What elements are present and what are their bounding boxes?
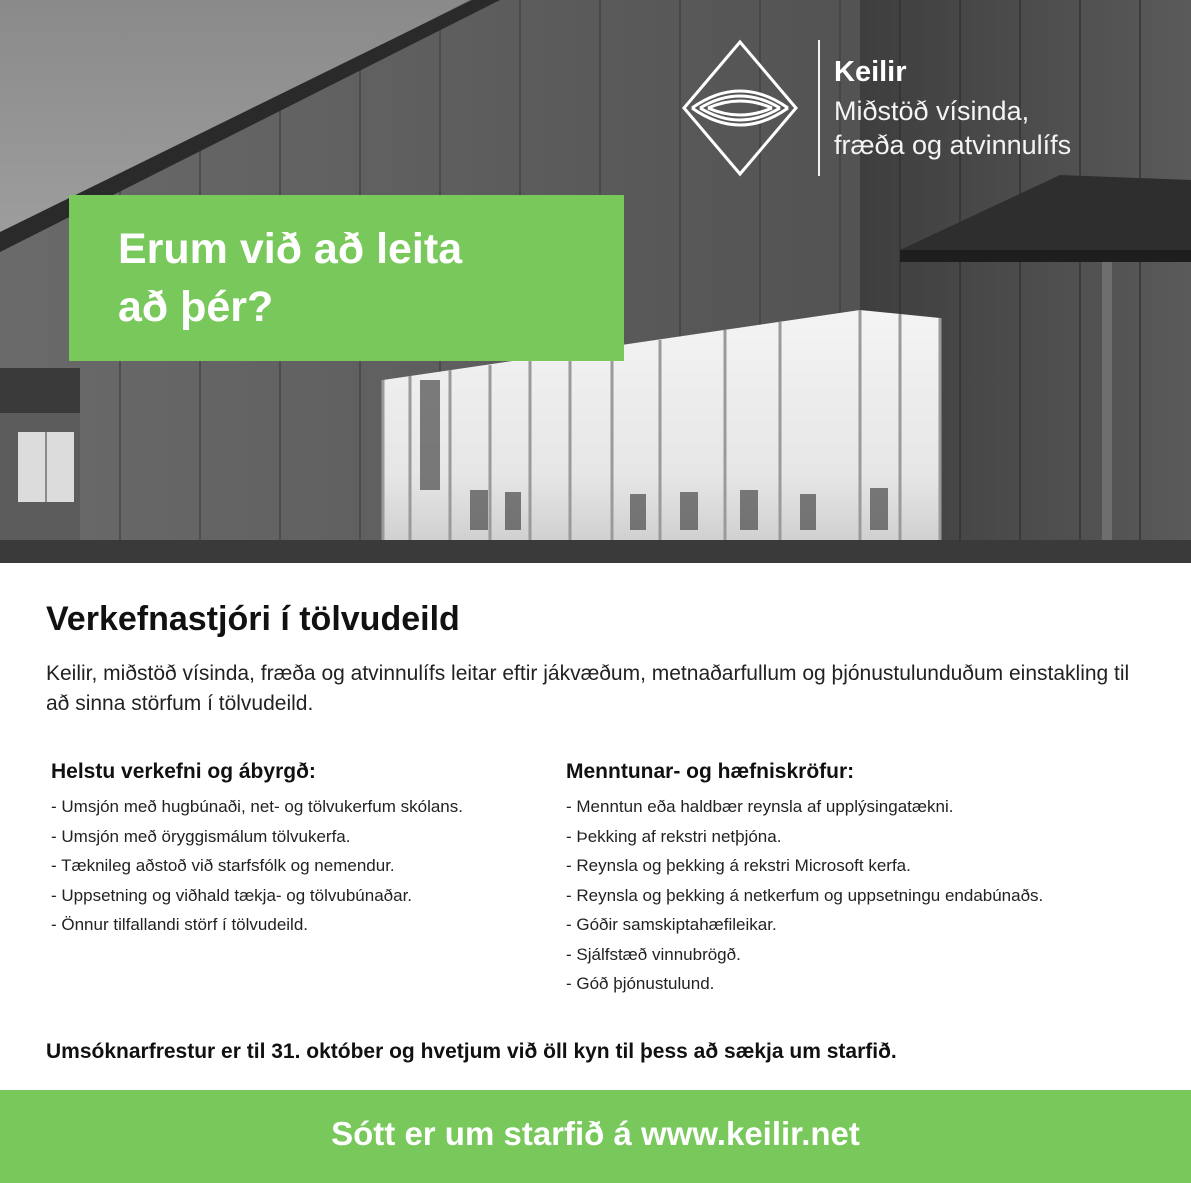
list-item: - Reynsla og þekking á rekstri Microsoft kerfa. <box>566 856 911 875</box>
list-item: - Menntun eða haldbær reynsla af upplýsingatækni. <box>566 797 954 816</box>
duties-list <box>51 792 556 940</box>
headline-line2: að þér? <box>118 283 274 331</box>
hero-banner <box>0 0 1191 563</box>
list-item: - Umsjón með hugbúnaði, net- og tölvukerfum skólans. <box>51 797 463 816</box>
logo-tagline <box>834 94 1071 162</box>
logo-name: Keilir <box>834 56 907 88</box>
logo-divider <box>818 40 820 176</box>
duties-section <box>51 760 556 940</box>
list-item: - Tæknileg aðstoð við starfsfólk og nemendur. <box>51 856 395 875</box>
requirements-section <box>566 760 1166 999</box>
list-item: - Þekking af rekstri netþjóna. <box>566 826 782 846</box>
footer-band <box>0 1090 1191 1183</box>
keilir-diamond-icon <box>680 38 800 178</box>
deadline-text: Umsóknarfrestur er til 31. október og hvetjum við öll kyn til þess að sækja um starfið. <box>46 1040 897 1063</box>
requirements-list <box>566 792 1166 999</box>
job-title: Verkefnastjóri í tölvudeild <box>46 600 460 638</box>
list-item: - Umsjón með öryggismálum tölvukerfa. <box>51 826 351 846</box>
logo-tagline-line2: fræða og atvinnulífs <box>834 130 1072 160</box>
headline-line1: Erum við að leita <box>118 225 463 273</box>
apply-cta: Sótt er um starfið á www.keilir.net <box>331 1115 860 1152</box>
keilir-logo <box>680 38 1150 178</box>
logo-tagline-line1: Miðstöð vísinda, <box>834 96 1030 126</box>
list-item: - Reynsla og þekking á netkerfum og uppsetningu endabúnaðs. <box>566 885 1044 905</box>
list-item: - Uppsetning og viðhald tækja- og tölvubúnaðar. <box>51 885 413 905</box>
requirements-heading: Menntunar- og hæfniskröfur: <box>566 760 855 783</box>
list-item: - Sjálfstæð vinnubrögð. <box>566 944 741 964</box>
list-item: - Góð þjónustulund. <box>566 974 715 993</box>
headline-box <box>69 195 624 361</box>
list-item: - Önnur tilfallandi störf í tölvudeild. <box>51 915 309 934</box>
job-intro: Keilir, miðstöð vísinda, fræða og atvinnulífs leitar eftir jákvæðum, metnaðarfullum og þjónustulunduðum einstakling til að sinna störfum í tölvudeild. <box>46 662 1130 715</box>
list-item: - Góðir samskiptahæfileikar. <box>566 915 777 934</box>
duties-heading: Helstu verkefni og ábyrgð: <box>51 760 316 783</box>
